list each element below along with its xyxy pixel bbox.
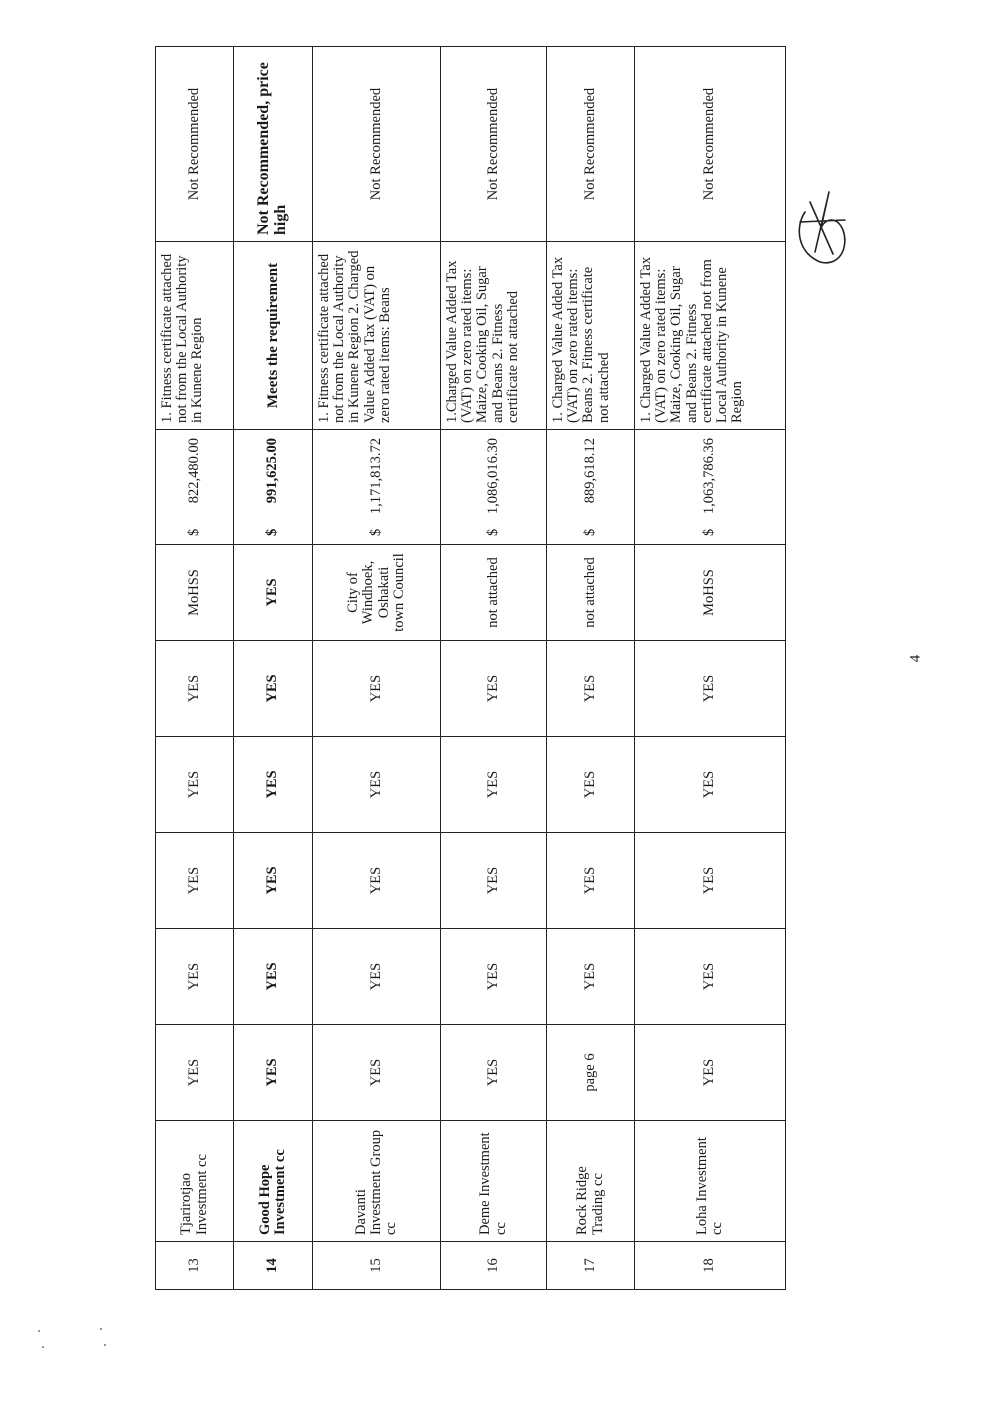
currency-symbol: $: [264, 528, 281, 536]
criterion-cell: YES: [234, 641, 313, 737]
criterion-cell: YES: [156, 641, 234, 737]
recommendation: Not Recommended: [547, 47, 635, 242]
bid-amount: 1,171,813.72: [367, 438, 384, 515]
page-number: 4: [907, 654, 924, 663]
bid-amount-cell: [234, 430, 313, 545]
evaluation-remark: 1.Charged Value Added Tax (VAT) on zero rated items: Maize, Cooking Oil, Sugar and Beans 2. Fitness certificate not attached: [441, 242, 547, 430]
criterion-cell: YES: [156, 929, 234, 1025]
criterion-cell: YES: [313, 641, 441, 737]
recommendation: Not Recommended: [156, 47, 234, 242]
criterion-cell: YES: [313, 1025, 441, 1121]
bidder-name: Tjarirotjao Investment cc: [156, 1121, 234, 1242]
table-row: [234, 47, 313, 1290]
currency-symbol: $: [701, 528, 718, 536]
criterion-cell: YES: [441, 737, 547, 833]
table-row: [313, 47, 441, 1290]
criterion-cell: YES: [547, 929, 635, 1025]
criterion-cell: YES: [313, 929, 441, 1025]
criterion-cell: YES: [234, 1025, 313, 1121]
bid-amount-cell: [547, 430, 635, 545]
evaluation-remark: 1. Charged Value Added Tax (VAT) on zero rated items: Maize, Cooking Oil, Sugar and Beans 2. Fitness certificate attached not from Local Authority in Kunene Region: [635, 242, 786, 430]
criterion-cell: YES: [441, 833, 547, 929]
bid-amount: 889,618.12: [581, 438, 598, 504]
criterion-cell: YES: [635, 833, 786, 929]
bid-amount-cell: [156, 430, 234, 545]
evaluation-table-rotated: [155, 47, 785, 1290]
criterion-cell: YES: [313, 737, 441, 833]
criterion-cell: YES: [441, 929, 547, 1025]
criterion-cell: YES: [234, 929, 313, 1025]
evaluation-remark: 1. Fitness certificate attached not from the Local Authority in Kunene Region: [156, 242, 234, 430]
bidder-name: Good Hope Investment cc: [234, 1121, 313, 1242]
currency-symbol: $: [185, 528, 202, 536]
recommendation: Not Recommended: [635, 47, 786, 242]
fitness-certificate-cell: MoHSS: [156, 545, 234, 641]
scan-speck: [38, 1330, 40, 1332]
table-row: [635, 47, 786, 1290]
table-row: [441, 47, 547, 1290]
table-row: [156, 47, 234, 1290]
bid-amount-cell: [441, 430, 547, 545]
bid-amount-cell: [313, 430, 441, 545]
bid-amount: 1,063,786.36: [701, 438, 718, 515]
bidder-name: Davanti Investment Group cc: [313, 1121, 441, 1242]
row-number: 16: [441, 1242, 547, 1290]
criterion-cell: YES: [156, 833, 234, 929]
criterion-cell: YES: [635, 737, 786, 833]
fitness-certificate-cell: YES: [234, 545, 313, 641]
table-body: [156, 47, 786, 1290]
criterion-cell: YES: [635, 641, 786, 737]
criterion-cell: YES: [547, 833, 635, 929]
fitness-certificate-cell: not attached: [441, 545, 547, 641]
criterion-cell: YES: [441, 1025, 547, 1121]
row-number: 14: [234, 1242, 313, 1290]
bidder-name: Loha Investment cc: [635, 1121, 786, 1242]
fitness-certificate-cell: City of Windhoek, Oshakati town Council: [313, 545, 441, 641]
criterion-cell: YES: [234, 737, 313, 833]
currency-symbol: $: [581, 528, 598, 536]
criterion-cell: YES: [313, 833, 441, 929]
criterion-cell: YES: [156, 1025, 234, 1121]
row-number: 13: [156, 1242, 234, 1290]
evaluation-remark: Meets the requirement: [234, 242, 313, 430]
criterion-cell: YES: [156, 737, 234, 833]
fitness-certificate-cell: MoHSS: [635, 545, 786, 641]
recommendation: Not Recommended, price high: [234, 47, 313, 242]
bid-amount: 1,086,016.30: [484, 438, 501, 515]
criterion-cell: YES: [635, 929, 786, 1025]
row-number: 17: [547, 1242, 635, 1290]
scan-speck: [100, 1328, 102, 1330]
evaluation-remark: 1. Fitness certificate attached not from the Local Authority in Kunene Region 2. Charged Value Added Tax (VAT) on zero rated items: Beans: [313, 242, 441, 430]
scan-speck: [42, 1346, 44, 1348]
criterion-cell: YES: [234, 833, 313, 929]
currency-symbol: $: [367, 528, 384, 536]
scan-speck: [104, 1344, 106, 1346]
bidder-name: Deme Investment cc: [441, 1121, 547, 1242]
currency-symbol: $: [484, 528, 501, 536]
table-row: [547, 47, 635, 1290]
bid-amount: 991,625.00: [264, 438, 281, 504]
criterion-cell: YES: [635, 1025, 786, 1121]
row-number: 18: [635, 1242, 786, 1290]
criterion-cell: YES: [547, 641, 635, 737]
recommendation: Not Recommended: [313, 47, 441, 242]
recommendation: Not Recommended: [441, 47, 547, 242]
criterion-cell: YES: [547, 737, 635, 833]
handwritten-signature: [785, 182, 855, 272]
bidder-name: Rock Ridge Trading cc: [547, 1121, 635, 1242]
criterion-cell: page 6: [547, 1025, 635, 1121]
criterion-cell: YES: [441, 641, 547, 737]
row-number: 15: [313, 1242, 441, 1290]
fitness-certificate-cell: not attached: [547, 545, 635, 641]
evaluation-table: [155, 46, 786, 1290]
evaluation-remark: 1. Charged Value Added Tax (VAT) on zero rated items: Beans 2. Fitness certificate not attached: [547, 242, 635, 430]
bid-amount-cell: [635, 430, 786, 545]
bid-amount: 822,480.00: [185, 438, 202, 504]
